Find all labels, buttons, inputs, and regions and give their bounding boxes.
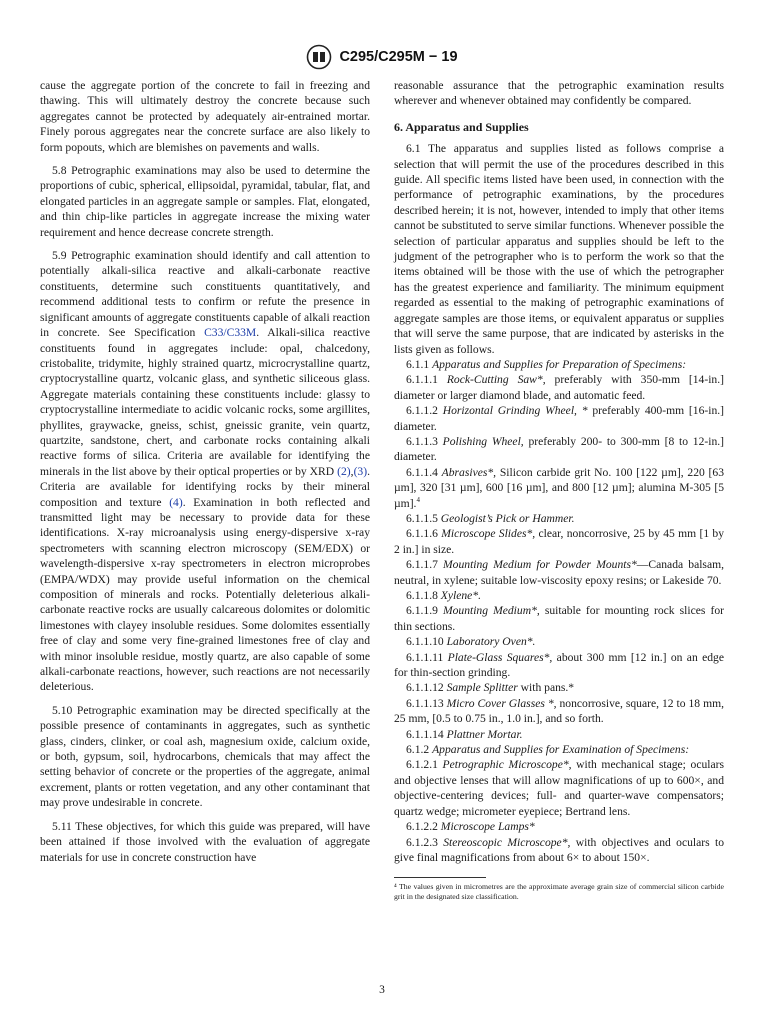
item-6-1-1-1: 6.1.1.1 Rock-Cutting Saw*, preferably with 350-mm [14-in.] diameter or larger diamond blade, and automatic feed. xyxy=(394,373,724,402)
paragraph-5-10: 5.10 Petrographic examination may be directed specifically at the possible presence of contaminants in aggregates, such as synthetic glass, cinders, clinker, or coal ash, magnesium oxide, calcium oxide, or both, gypsum, soil, hydrocarbons, chemicals that may affect the setting behavior of concrete or the properties of the aggregate, animal excrement, plants or rotten vegetation, and any other contaminant that may prove undesirable in concrete. xyxy=(40,703,370,810)
item-6-1-1-7: 6.1.1.7 Mounting Medium for Powder Mounts*—Canada balsam, neutral, in xylene; suitable low-viscosity epoxy resins; or Lakeside 70. xyxy=(394,558,725,587)
astm-logo-icon xyxy=(306,44,332,70)
item-6-1-1-5: 6.1.1.5 Geologist’s Pick or Hammer. xyxy=(406,511,575,525)
ref-link[interactable]: (3) xyxy=(353,464,368,478)
item-6-1-1-13: 6.1.1.13 Micro Cover Glasses *, noncorrosive, square, 12 to 18 mm, 25 mm, [0.5 to 0.75 in., 1.0 in.], and so forth. xyxy=(394,696,725,726)
item-6-1-1-10: 6.1.1.10 Laboratory Oven*. xyxy=(406,635,536,649)
section-heading: 6. Apparatus and Supplies xyxy=(394,119,529,134)
footnote-mark: 4 xyxy=(416,495,420,504)
paragraph-6-1: 6.1 The apparatus and supplies listed as follows comprise a selection that will permit the use of the procedures described in this guide. All specific items listed have been used, in connection with the performance of petrographic examinations, by the procedures described herein; it is not, however, intended to imply that other items cannot be substituted to serve similar functions. Whenever possible the selection of particular apparatus and supplies should be left to the judgment of the petrographer who is to perform the work so that the items obtained will be those with the use of which the petrographer has the greatest experience and familiarity. The minimum equipment regarded as essential to the making of petrographic examinations of aggregate samples are those items, or equivalent apparatus or supplies that will serve the same purpose, that are indicated by asterisks in the lists given as follows. xyxy=(394,142,724,356)
page-header xyxy=(0,44,764,70)
item-6-1-1-9: 6.1.1.9 Mounting Medium*, suitable for mounting rock slices for thin sections. xyxy=(394,604,724,633)
item-6-1-1-11: 6.1.1.11 Plate-Glass Squares*, about 300 mm [12 in.] on an edge for thin-section grinding. xyxy=(394,650,724,680)
item-6-1-1-6: 6.1.1.6 Microscope Slides*, clear, noncorrosive, 25 by 45 mm [1 by 2 in.] in size. xyxy=(394,527,725,556)
right-column xyxy=(394,78,724,902)
designation: C295/C295M − 19 xyxy=(339,49,458,65)
paragraph: reasonable assurance that the petrographic examination results wherever and whenever obtained may confidently be compared. xyxy=(394,79,724,108)
page-number: 3 xyxy=(379,984,385,996)
item-6-1-1-4: 6.1.1.4 Abrasives*, Silicon carbide grit No. 100 [122 µm], 220 [63 µm], 320 [31 µm], 600 [16 µm], and 800 [12 µm]; alumina M-305 [5 µm].$^4$ xyxy=(394,465,725,510)
item-6-1-2: 6.1.2 Apparatus and Supplies for Examination of Specimens: xyxy=(406,743,690,757)
left-column xyxy=(40,78,370,865)
item-6-1-2-2: 6.1.2.2 Microscope Lamps* xyxy=(406,820,535,834)
spec-link[interactable]: C33/C33M xyxy=(204,326,257,340)
item-6-1-1-2: 6.1.1.2 Horizontal Grinding Wheel, * preferably 400-mm [16-in.] diameter. xyxy=(394,404,725,433)
paragraph: cause the aggregate portion of the concrete to fail in freezing and thawing. This will ultimately destroy the concrete because such aggregates cannot be protected by adequately air-entrained mortar. Finely porous aggregates near the concrete surface are also likely to form popouts, which are blemishes on pavements and walls. xyxy=(40,79,370,154)
item-6-1-2-1: 6.1.2.1 Petrographic Microscope*, with mechanical stage; oculars and objective lenses that will allow magnifications of up to 600×, and objective-centering devices; full- and quarter-wave compensators; quartz wedge; micrometer eyepiece; Bertrand lens. xyxy=(394,758,724,818)
item-6-1-1-3: 6.1.1.3 Polishing Wheel, preferably 200- to 300-mm [8 to 12-in.] diameter. xyxy=(394,434,725,464)
ref-link[interactable]: (4) xyxy=(169,495,183,509)
item-6-1-1-14: 6.1.1.14 Plattner Mortar. xyxy=(406,727,523,741)
ref-link[interactable]: (2) xyxy=(337,464,351,478)
footnote: ⁴ The values given in micrometres are the approximate average grain size of commercial silicon carbide grit in the designated size classification. xyxy=(394,882,724,902)
paragraph-5-9: 5.9 Petrographic examination should identify and call attention to potentially alkali-silica reactive and alkali-carbonate reactive constituents, determine such constituents quantitatively, and recommend additional tests to confirm or refute the presence in significant amounts of aggregate constituents capable of alkali reaction in concrete. See Specification C33/C33M. Alkali-silica reactive constituents found in aggregates include: opal, chalcedony, cristobalite, tridymite, highly strained quartz, microcrystalline quartz, cryptocrystalline quartz, volcanic glass, and synthetic siliceous glass. Aggregate materials containing these constituents include: glassy to cryptocrystalline intermediate to acidic volcanic rocks, some argillites, phyllites, graywacke, gneiss, schist, gneissic granite, vein quartz, quartzite, sandstone, chert, and carbonate rocks containing alkali reactive forms of silica. Criteria are available for identifying the minerals in the list above by their optical properties or by XRD (2),(3). Criteria are available for identifying rocks by their mineral composition and texture (4). Examination in both reflected and transmitted light may be necessary to provide data for these identifications. X-ray microanalysis using energy-dispersive x-ray spectrometers with scanning electron microscopy (SEM/EDX) or wavelength-dispersive x-ray spectrometers in electron microprobes (EMPA/WDX) may provide useful information on the chemical composition of minerals and rocks. Potentially deleterious alkali-carbonate reactive rocks are usually calcareous dolomites or dolomitic limestones with clayey insoluble residues. Some dolomites essentially free of clay and some very fine-grained limestones free of clay and with minor insoluble residue, mostly quartz, are also capable of some alkali-carbonate reactions, however, such reactions are not necessarily deleterious. xyxy=(40,249,370,694)
paragraph-5-8: 5.8 Petrographic examinations may also be used to determine the proportions of cubic, spherical, ellipsoidal, pyramidal, tabular, flat, and elongated particles in an aggregate sample or samples. Flat, elongated, and thin chip-like particles in aggregate increase the mixing water requirement and hence decrease concrete strength. xyxy=(40,164,370,239)
item-6-1-2-3: 6.1.2.3 Stereoscopic Microscope*, with objectives and oculars to give final magnifications from about 6× to about 150×. xyxy=(394,835,724,864)
paragraph-5-11: 5.11 These objectives, for which this guide was prepared, will have been attained if those involved with the evaluation of aggregate materials for use in concrete construction have xyxy=(40,819,370,864)
item-6-1-1-12: 6.1.1.12 Sample Splitter with pans.* xyxy=(406,681,575,695)
item-6-1-1-8: 6.1.1.8 Xylene*. xyxy=(406,589,482,602)
footnote-divider xyxy=(394,877,486,878)
item-6-1-1: 6.1.1 Apparatus and Supplies for Preparation of Specimens: xyxy=(406,357,687,371)
